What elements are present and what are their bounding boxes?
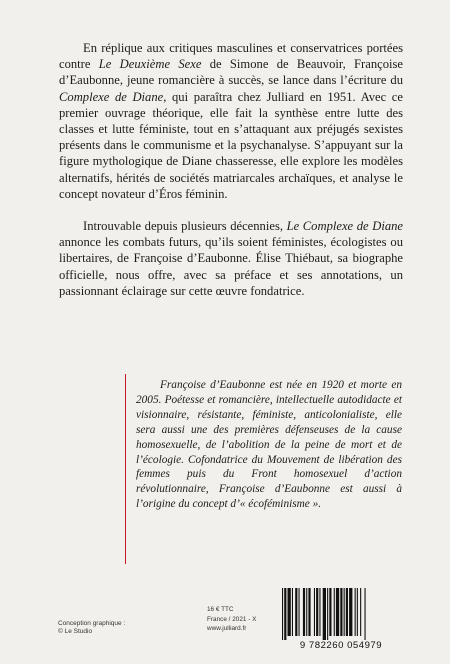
barcode-bar <box>340 588 342 636</box>
edition-code: France / 2021 - X <box>207 615 257 623</box>
barcode-bar <box>282 588 283 640</box>
barcode-bar <box>316 588 318 636</box>
barcode-bar <box>327 588 328 640</box>
barcode-bar <box>288 588 291 636</box>
barcode-bar <box>306 588 307 636</box>
barcode-bar <box>346 588 348 636</box>
barcode-bar <box>336 588 339 636</box>
blurb-text: En réplique aux critiques masculines et conservatrices portées contre <box>59 41 403 72</box>
author-biography-text: Françoise d’Eaubonne est née en 1920 et morte en 2005. Poétesse et romancière, intellectuelle autodidacte et visionnaire, résistante, féministe, anticolonialiste, elle sera aussi une des premières défenseuses de la cause homosexuelle, de l’abolition de la peine de mort et de l’écologie. Cofondatrice du Mouvement de libération des femmes puis du Front homosexuel d’action révolutionnaire, Françoise d’Eaubonne est aussi à l’origine du concept d’« écoféminisme ». <box>136 379 402 511</box>
blurb-text: Introuvable depuis plusieurs décennies, <box>83 219 287 234</box>
back-cover-blurb <box>59 40 403 299</box>
author-biography <box>136 378 402 512</box>
isbn-number: 9 782260 054979 <box>299 640 383 651</box>
barcode-bar <box>349 588 352 636</box>
barcode-bar <box>365 588 366 640</box>
blurb-text: annonce les combats futurs, qu’ils soient féministes, écologistes ou libertaires, de Françoise d’Eaubonne. Élise Thiébaut, sa biographe officielle, nous offre, avec sa préface et ses annotations, un passionnant éclairage sur cette œuvre fondatrice. <box>59 235 403 298</box>
book-title-reference: Complexe de Diane <box>59 89 164 104</box>
design-credit <box>58 620 125 637</box>
barcode-bar <box>319 588 320 636</box>
barcode-bar <box>357 588 358 636</box>
publisher-url: www.julliard.fr <box>207 625 247 633</box>
price-block <box>207 605 256 634</box>
barcode-bar <box>299 588 300 636</box>
design-credit-label: Conception graphique : <box>58 620 126 627</box>
design-credit-studio: © Le Studio <box>58 628 93 636</box>
blurb-text: , qui paraîtra chez Julliard en 1951. Avec ce premier ouvrage théorique, elle fait la synthèse entre lutte des classes et lutte féministe, tout en s’attaquant aux préjugés sexistes présents dans le communisme et la psychanalyse. S’appuyant sur la figure mythologique de Diane chasseresse, elle explore les modèles alternatifs, hérités de sociétés matriarcales archaïques, et analyse le concept novateur d’Éros féminin. <box>59 89 403 201</box>
book-title-reference: Le Deuxième Sexe <box>98 57 202 72</box>
barcode-bar <box>344 588 345 636</box>
barcode-bar <box>329 588 331 636</box>
barcode-bar <box>334 588 335 636</box>
price-label: 16 € TTC <box>207 606 234 613</box>
barcode-bar <box>360 588 361 636</box>
barcode-bar <box>303 588 305 636</box>
barcode-bar <box>308 588 310 636</box>
barcode-bar <box>323 588 326 640</box>
barcode-bar <box>314 588 315 636</box>
barcode-bar <box>292 588 293 636</box>
barcode-bar <box>295 588 297 636</box>
barcode-bar <box>355 588 356 636</box>
red-vertical-rule <box>125 374 126 564</box>
blurb-paragraph-1 <box>59 40 403 202</box>
book-title-reference: Le Complexe de Diane <box>286 219 403 234</box>
isbn-barcode <box>280 588 402 648</box>
blurb-text: de Simone de Beauvoir, Françoise d’Eaubonne, jeune romancière à succès, se lance dans l’écriture du <box>59 57 403 88</box>
blurb-paragraph-2 <box>59 218 403 299</box>
barcode-bar <box>284 588 286 640</box>
